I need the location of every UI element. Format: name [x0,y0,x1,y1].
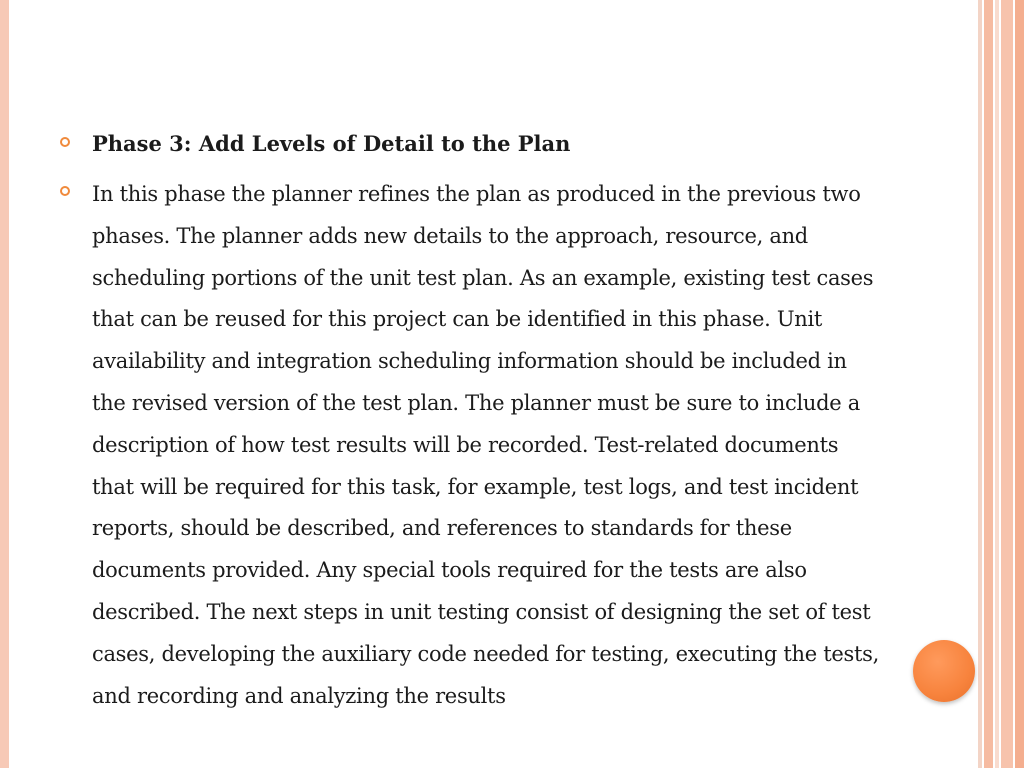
bullet-item-body [60,174,880,717]
slide-content [60,124,880,727]
slide-body-text: In this phase the planner refines the plan as produced in the previous two phases. The planner adds new details to the approach, resource, and scheduling portions of the unit test plan. As an example, existing test cases that can be reused for this project can be identified in this phase. Unit availability and integration scheduling information should be included in the revised version of the test plan. The planner must be sure to include a description of how test results will be recorded. Test-related documents that will be required for this task, for example, test logs, and test incident reports, should be described, and references to standards for these documents provided. Any special tools required for the tests are also described. The next steps in unit testing consist of designing the set of test cases, developing the auxiliary code needed for testing, executing the tests, and recording and analyzing the results [92,182,879,708]
right-decorative-stripes [978,0,1024,768]
right-stripe-2 [984,0,993,768]
right-stripe-3 [995,0,999,768]
ring-bullet-icon [60,186,70,196]
slide-heading: Phase 3: Add Levels of Detail to the Plan [92,131,571,156]
left-decorative-stripe [0,0,9,768]
right-stripe-5 [1015,0,1024,768]
ring-bullet-icon [60,137,70,147]
orange-circle-icon [913,640,975,702]
right-stripe-4 [1001,0,1013,768]
right-stripe-1 [978,0,982,768]
bullet-item-heading [60,124,880,164]
